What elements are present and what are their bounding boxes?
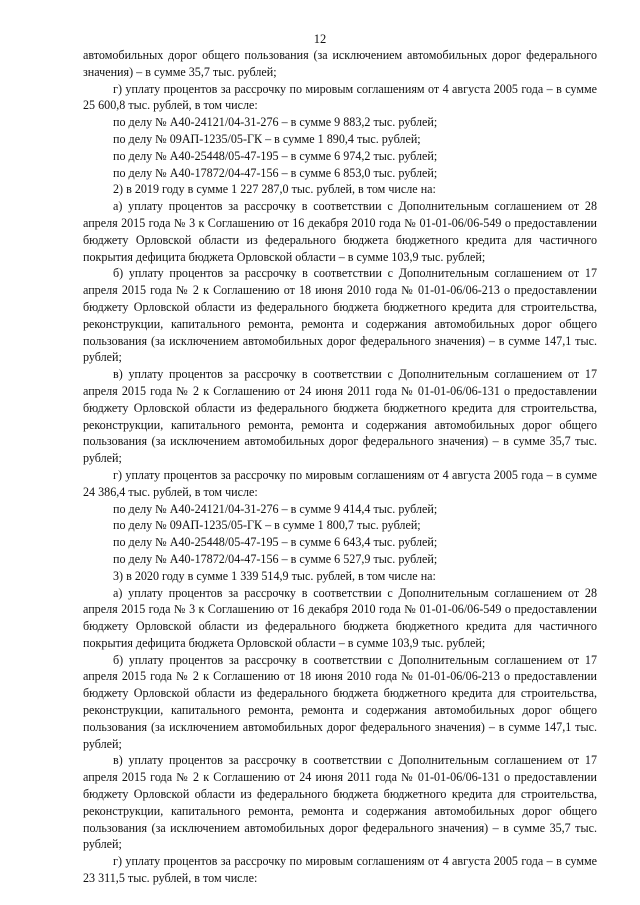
paragraph: а) уплату процентов за рассрочку в соответствии с Дополнительным соглашением от 28 апреля 2015 года № 3 к Соглашению от 16 декабря 2010 года № 01-01-06/06-549 о предоставлении бюджету Орловской области из федерального бюджета бюджетного кредита для частичного покрытия дефицита бюджета Орловской области – в сумме 103,9 тыс. рублей; xyxy=(83,199,597,264)
case-list-item: по делу № А40-24121/04-31-276 – в сумме 9 414,4 тыс. рублей; xyxy=(113,501,438,516)
paragraph: б) уплату процентов за рассрочку в соответствии с Дополнительным соглашением от 17 апреля 2015 года № 2 к Соглашению от 18 июня 2010 года № 01-01-06/06-213 о предоставлении бюджету Орловской области из федерального бюджета бюджетного кредита для строительства, реконструкции, капитального ремонта, ремонта и содержания автомобильных дорог общего пользования (за исключением автомобильных дорог федерального значения) – в сумме 147,1 тыс. рублей; xyxy=(83,266,597,365)
case-list-item: по делу № А40-17872/04-47-156 – в сумме 6 853,0 тыс. рублей; xyxy=(113,165,438,180)
paragraph: в) уплату процентов за рассрочку в соответствии с Дополнительным соглашением от 17 апреля 2015 года № 2 к Соглашению от 24 июня 2011 года № 01-01-06/06-131 о предоставлении бюджету Орловской области из федерального бюджета бюджетного кредита для строительства, реконструкции, капитального ремонта, ремонта и содержания автомобильных дорог общего пользования (за исключением автомобильных дорог федерального значения) – в сумме 35,7 тыс. рублей; xyxy=(83,367,597,466)
year-heading: 2) в 2019 году в сумме 1 227 287,0 тыс. рублей, в том числе на: xyxy=(113,182,436,197)
paragraph: в) уплату процентов за рассрочку в соответствии с Дополнительным соглашением от 17 апреля 2015 года № 2 к Соглашению от 24 июня 2011 года № 01-01-06/06-131 о предоставлении бюджету Орловской области из федерального бюджета бюджетного кредита для строительства, реконструкции, капитального ремонта, ремонта и содержания автомобильных дорог общего пользования (за исключением автомобильных дорог федерального значения) – в сумме 35,7 тыс. рублей; xyxy=(83,753,597,852)
paragraph: г) уплату процентов за рассрочку по мировым соглашениям от 4 августа 2005 года – в сумме 24 386,4 тыс. рублей, в том числе: xyxy=(83,467,597,499)
page-number: 12 xyxy=(313,32,327,46)
case-list-item: по делу № 09АП-1235/05-ГК – в сумме 1 890,4 тыс. рублей; xyxy=(113,131,421,146)
paragraph: б) уплату процентов за рассрочку в соответствии с Дополнительным соглашением от 17 апреля 2015 года № 2 к Соглашению от 18 июня 2010 года № 01-01-06/06-213 о предоставлении бюджету Орловской области из федерального бюджета бюджетного кредита для строительства, реконструкции, капитального ремонта, ремонта и содержания автомобильных дорог общего пользования (за исключением автомобильных дорог федерального значения) – в сумме 147,1 тыс. рублей; xyxy=(83,652,597,751)
case-list-item: по делу № А40-17872/04-47-156 – в сумме 6 527,9 тыс. рублей; xyxy=(113,551,438,566)
paragraph: г) уплату процентов за рассрочку по мировым соглашениям от 4 августа 2005 года – в сумме 25 600,8 тыс. рублей, в том числе: xyxy=(83,81,597,113)
document-body xyxy=(83,47,597,887)
paragraph: г) уплату процентов за рассрочку по мировым соглашениям от 4 августа 2005 года – в сумме 23 311,5 тыс. рублей, в том числе: xyxy=(83,854,597,886)
case-list-item: по делу № А40-24121/04-31-276 – в сумме 9 883,2 тыс. рублей; xyxy=(113,115,438,130)
year-heading: 3) в 2020 году в сумме 1 339 514,9 тыс. рублей, в том числе на: xyxy=(113,568,436,583)
case-list-item: по делу № А40-25448/05-47-195 – в сумме 6 643,4 тыс. рублей; xyxy=(113,535,438,550)
case-list-item: по делу № А40-25448/05-47-195 – в сумме 6 974,2 тыс. рублей; xyxy=(113,148,438,163)
case-list-item: по делу № 09АП-1235/05-ГК – в сумме 1 800,7 тыс. рублей; xyxy=(113,518,421,533)
paragraph: а) уплату процентов за рассрочку в соответствии с Дополнительным соглашением от 28 апреля 2015 года № 3 к Соглашению от 16 декабря 2010 года № 01-01-06/06-549 о предоставлении бюджету Орловской области из федерального бюджета бюджетного кредита для частичного покрытия дефицита бюджета Орловской области – в сумме 103,9 тыс. рублей; xyxy=(83,585,597,650)
paragraph: автомобильных дорог общего пользования (за исключением автомобильных дорог федерального значения) – в сумме 35,7 тыс. рублей; xyxy=(83,48,597,79)
